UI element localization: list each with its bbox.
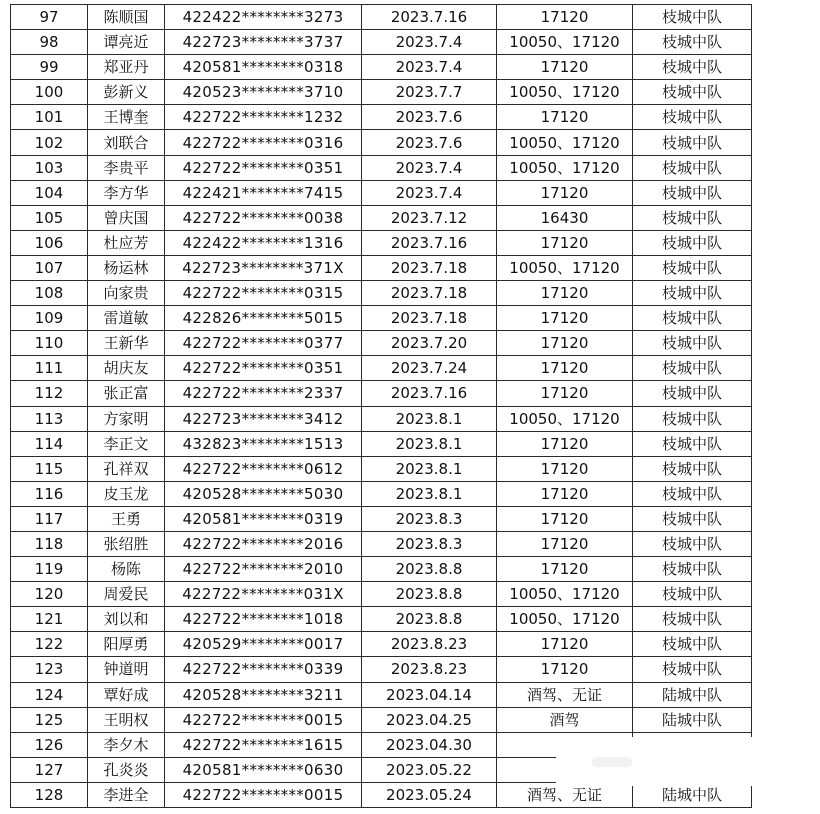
- name-cell: 李贵平: [88, 155, 165, 180]
- date-cell: 2023.8.8: [362, 557, 497, 582]
- row-number-cell: 104: [11, 180, 88, 205]
- id-number-cell: 420523********3710: [165, 80, 362, 105]
- row-number-cell: 110: [11, 331, 88, 356]
- unit-cell: 枝城中队: [633, 5, 752, 30]
- id-number-cell: 422722********0038: [165, 205, 362, 230]
- row-number-cell: 108: [11, 281, 88, 306]
- violation-code-cell: 酒驾、无证: [497, 782, 633, 807]
- row-number-cell: 107: [11, 255, 88, 280]
- table-row: [11, 557, 752, 582]
- id-number-cell: 422722********2010: [165, 557, 362, 582]
- table-row: [11, 55, 752, 80]
- name-cell: 李方华: [88, 180, 165, 205]
- table-row: [11, 281, 752, 306]
- table-row: [11, 657, 752, 682]
- row-number-cell: 112: [11, 381, 88, 406]
- violation-code-cell: 17120: [497, 431, 633, 456]
- unit-cell: 枝城中队: [633, 356, 752, 381]
- row-number-cell: 98: [11, 30, 88, 55]
- id-number-cell: 422722********0315: [165, 281, 362, 306]
- name-cell: 郑亚丹: [88, 55, 165, 80]
- date-cell: 2023.7.7: [362, 80, 497, 105]
- name-cell: 刘以和: [88, 607, 165, 632]
- id-number-cell: 422722********1615: [165, 732, 362, 757]
- name-cell: 孔祥双: [88, 456, 165, 481]
- unit-cell: 枝城中队: [633, 230, 752, 255]
- violation-code-cell: 17120: [497, 557, 633, 582]
- name-cell: 周爱民: [88, 582, 165, 607]
- violation-code-cell: 10050、17120: [497, 607, 633, 632]
- table-row: [11, 80, 752, 105]
- date-cell: 2023.8.23: [362, 632, 497, 657]
- date-cell: 2023.7.4: [362, 155, 497, 180]
- name-cell: 王新华: [88, 331, 165, 356]
- table-row: [11, 481, 752, 506]
- id-number-cell: 422722********0351: [165, 155, 362, 180]
- table-row: [11, 707, 752, 732]
- date-cell: 2023.05.24: [362, 782, 497, 807]
- violation-code-cell: 酒驾、无证: [497, 682, 633, 707]
- name-cell: 曾庆国: [88, 205, 165, 230]
- violation-code-cell: 酒驾: [497, 707, 633, 732]
- row-number-cell: 111: [11, 356, 88, 381]
- table-row: [11, 607, 752, 632]
- violation-code-cell: 17120: [497, 481, 633, 506]
- unit-cell: 枝城中队: [633, 381, 752, 406]
- date-cell: 2023.8.23: [362, 657, 497, 682]
- row-number-cell: 99: [11, 55, 88, 80]
- violation-code-cell: 10050、17120: [497, 255, 633, 280]
- violation-code-cell: 10050、17120: [497, 406, 633, 431]
- id-number-cell: 420581********0318: [165, 55, 362, 80]
- name-cell: 杜应芳: [88, 230, 165, 255]
- violation-code-cell: 17120: [497, 456, 633, 481]
- name-cell: 胡庆友: [88, 356, 165, 381]
- id-number-cell: 422722********031X: [165, 582, 362, 607]
- row-number-cell: 101: [11, 105, 88, 130]
- violation-code-cell: 17120: [497, 105, 633, 130]
- table-row: [11, 255, 752, 280]
- violation-code-cell: 16430: [497, 205, 633, 230]
- unit-cell: 枝城中队: [633, 155, 752, 180]
- table-row: [11, 682, 752, 707]
- unit-cell: 陆城中队: [633, 682, 752, 707]
- row-number-cell: 106: [11, 230, 88, 255]
- row-number-cell: 119: [11, 557, 88, 582]
- unit-cell: 枝城中队: [633, 255, 752, 280]
- date-cell: 2023.8.8: [362, 607, 497, 632]
- name-cell: 孔炎炎: [88, 757, 165, 782]
- row-number-cell: 117: [11, 506, 88, 531]
- name-cell: 方家明: [88, 406, 165, 431]
- id-number-cell: 420581********0630: [165, 757, 362, 782]
- unit-cell: 枝城中队: [633, 406, 752, 431]
- date-cell: 2023.7.6: [362, 130, 497, 155]
- name-cell: 李夕木: [88, 732, 165, 757]
- violation-code-cell: 10050、17120: [497, 130, 633, 155]
- table-row: [11, 431, 752, 456]
- violation-code-cell: 17120: [497, 506, 633, 531]
- table-row: [11, 180, 752, 205]
- table-row: [11, 230, 752, 255]
- id-number-cell: 420528********3211: [165, 682, 362, 707]
- id-number-cell: 422723********3412: [165, 406, 362, 431]
- date-cell: 2023.05.22: [362, 757, 497, 782]
- unit-cell: 枝城中队: [633, 331, 752, 356]
- records-table-body: [11, 5, 752, 808]
- id-number-cell: 422722********0612: [165, 456, 362, 481]
- id-number-cell: 432823********1513: [165, 431, 362, 456]
- violation-code-cell: 17120: [497, 657, 633, 682]
- row-number-cell: 122: [11, 632, 88, 657]
- violation-code-cell: 10050、17120: [497, 30, 633, 55]
- row-number-cell: 103: [11, 155, 88, 180]
- row-number-cell: 116: [11, 481, 88, 506]
- date-cell: 2023.04.30: [362, 732, 497, 757]
- table-row: [11, 306, 752, 331]
- row-number-cell: 125: [11, 707, 88, 732]
- row-number-cell: 126: [11, 732, 88, 757]
- unit-cell: 枝城中队: [633, 30, 752, 55]
- date-cell: 2023.8.8: [362, 582, 497, 607]
- name-cell: 刘联合: [88, 130, 165, 155]
- violation-code-cell: 17120: [497, 632, 633, 657]
- id-number-cell: 420528********5030: [165, 481, 362, 506]
- name-cell: 王博奎: [88, 105, 165, 130]
- id-number-cell: 420581********0319: [165, 506, 362, 531]
- violation-code-cell: 10050、17120: [497, 80, 633, 105]
- date-cell: 2023.7.24: [362, 356, 497, 381]
- unit-cell: 枝城中队: [633, 506, 752, 531]
- table-row: [11, 30, 752, 55]
- table-row: [11, 456, 752, 481]
- id-number-cell: 422722********2016: [165, 531, 362, 556]
- violation-code-cell: 17120: [497, 531, 633, 556]
- id-number-cell: 422722********1232: [165, 105, 362, 130]
- name-cell: 谭亮近: [88, 30, 165, 55]
- date-cell: 2023.8.1: [362, 406, 497, 431]
- unit-cell: 枝城中队: [633, 130, 752, 155]
- table-row: [11, 130, 752, 155]
- name-cell: 雷道敏: [88, 306, 165, 331]
- id-number-cell: 422723********3737: [165, 30, 362, 55]
- table-row: [11, 531, 752, 556]
- table-row: [11, 582, 752, 607]
- table-row: [11, 632, 752, 657]
- unit-cell: 枝城中队: [633, 281, 752, 306]
- name-cell: 向家贵: [88, 281, 165, 306]
- name-cell: 覃好成: [88, 682, 165, 707]
- unit-cell: 枝城中队: [633, 456, 752, 481]
- row-number-cell: 123: [11, 657, 88, 682]
- row-number-cell: 100: [11, 80, 88, 105]
- id-number-cell: 422722********0339: [165, 657, 362, 682]
- violation-code-cell: 17120: [497, 281, 633, 306]
- id-number-cell: 422422********1316: [165, 230, 362, 255]
- violation-code-cell: 17120: [497, 331, 633, 356]
- violation-code-cell: 10050、17120: [497, 582, 633, 607]
- id-number-cell: 422723********371X: [165, 255, 362, 280]
- date-cell: 2023.7.16: [362, 5, 497, 30]
- name-cell: 皮玉龙: [88, 481, 165, 506]
- date-cell: 2023.7.12: [362, 205, 497, 230]
- date-cell: 2023.04.25: [362, 707, 497, 732]
- unit-cell: 枝城中队: [633, 557, 752, 582]
- records-table: [10, 4, 752, 808]
- name-cell: 杨运林: [88, 255, 165, 280]
- name-cell: 张正富: [88, 381, 165, 406]
- id-number-cell: 422722********0351: [165, 356, 362, 381]
- table-row: [11, 331, 752, 356]
- name-cell: 陈顺国: [88, 5, 165, 30]
- watermark-icon: [592, 757, 632, 767]
- id-number-cell: 422722********2337: [165, 381, 362, 406]
- unit-cell: 枝城中队: [633, 205, 752, 230]
- date-cell: 2023.8.1: [362, 456, 497, 481]
- date-cell: 2023.7.16: [362, 230, 497, 255]
- row-number-cell: 105: [11, 205, 88, 230]
- id-number-cell: 422722********0015: [165, 782, 362, 807]
- violation-code-cell: 17120: [497, 356, 633, 381]
- row-number-cell: 127: [11, 757, 88, 782]
- row-number-cell: 113: [11, 406, 88, 431]
- id-number-cell: 422826********5015: [165, 306, 362, 331]
- violation-code-cell: 17120: [497, 5, 633, 30]
- violation-code-cell: 17120: [497, 180, 633, 205]
- name-cell: 杨陈: [88, 557, 165, 582]
- table-row: [11, 406, 752, 431]
- row-number-cell: 124: [11, 682, 88, 707]
- name-cell: 彭新义: [88, 80, 165, 105]
- table-row: [11, 356, 752, 381]
- table-row: [11, 782, 752, 807]
- table-row: [11, 105, 752, 130]
- id-number-cell: 420529********0017: [165, 632, 362, 657]
- violation-code-cell: 17120: [497, 230, 633, 255]
- unit-cell: 陆城中队: [633, 782, 752, 807]
- id-number-cell: 422722********0015: [165, 707, 362, 732]
- name-cell: 钟道明: [88, 657, 165, 682]
- violation-code-cell: 17120: [497, 381, 633, 406]
- date-cell: 2023.7.18: [362, 255, 497, 280]
- unit-cell: 枝城中队: [633, 531, 752, 556]
- unit-cell: 枝城中队: [633, 431, 752, 456]
- date-cell: 2023.7.16: [362, 381, 497, 406]
- row-number-cell: 109: [11, 306, 88, 331]
- date-cell: 2023.7.20: [362, 331, 497, 356]
- unit-cell: 枝城中队: [633, 55, 752, 80]
- id-number-cell: 422722********0377: [165, 331, 362, 356]
- date-cell: 2023.8.1: [362, 431, 497, 456]
- row-number-cell: 115: [11, 456, 88, 481]
- row-number-cell: 97: [11, 5, 88, 30]
- date-cell: 2023.7.18: [362, 281, 497, 306]
- unit-cell: 枝城中队: [633, 180, 752, 205]
- table-row: [11, 381, 752, 406]
- unit-cell: 枝城中队: [633, 582, 752, 607]
- name-cell: 张绍胜: [88, 531, 165, 556]
- unit-cell: 枝城中队: [633, 632, 752, 657]
- unit-cell: 陆城中队: [633, 707, 752, 732]
- row-number-cell: 120: [11, 582, 88, 607]
- date-cell: 2023.7.4: [362, 55, 497, 80]
- id-number-cell: 422421********7415: [165, 180, 362, 205]
- name-cell: 李进全: [88, 782, 165, 807]
- name-cell: 李正文: [88, 431, 165, 456]
- date-cell: 2023.8.3: [362, 531, 497, 556]
- id-number-cell: 422722********0316: [165, 130, 362, 155]
- date-cell: 2023.8.3: [362, 506, 497, 531]
- name-cell: 王勇: [88, 506, 165, 531]
- unit-cell: 枝城中队: [633, 607, 752, 632]
- table-row: [11, 155, 752, 180]
- date-cell: 2023.7.4: [362, 180, 497, 205]
- date-cell: 2023.8.1: [362, 481, 497, 506]
- unit-cell: 枝城中队: [633, 481, 752, 506]
- date-cell: 2023.04.14: [362, 682, 497, 707]
- row-number-cell: 102: [11, 130, 88, 155]
- violation-code-cell: 17120: [497, 306, 633, 331]
- table-row: [11, 5, 752, 30]
- row-number-cell: 114: [11, 431, 88, 456]
- row-number-cell: 118: [11, 531, 88, 556]
- id-number-cell: 422422********3273: [165, 5, 362, 30]
- unit-cell: 枝城中队: [633, 105, 752, 130]
- id-number-cell: 422722********1018: [165, 607, 362, 632]
- name-cell: 阳厚勇: [88, 632, 165, 657]
- unit-cell: 枝城中队: [633, 306, 752, 331]
- date-cell: 2023.7.6: [362, 105, 497, 130]
- name-cell: 王明权: [88, 707, 165, 732]
- violation-code-cell: 17120: [497, 55, 633, 80]
- violation-code-cell: 10050、17120: [497, 155, 633, 180]
- unit-cell: 枝城中队: [633, 657, 752, 682]
- table-row: [11, 506, 752, 531]
- date-cell: 2023.7.4: [362, 30, 497, 55]
- unit-cell: 枝城中队: [633, 80, 752, 105]
- row-number-cell: 128: [11, 782, 88, 807]
- date-cell: 2023.7.18: [362, 306, 497, 331]
- row-number-cell: 121: [11, 607, 88, 632]
- table-row: [11, 205, 752, 230]
